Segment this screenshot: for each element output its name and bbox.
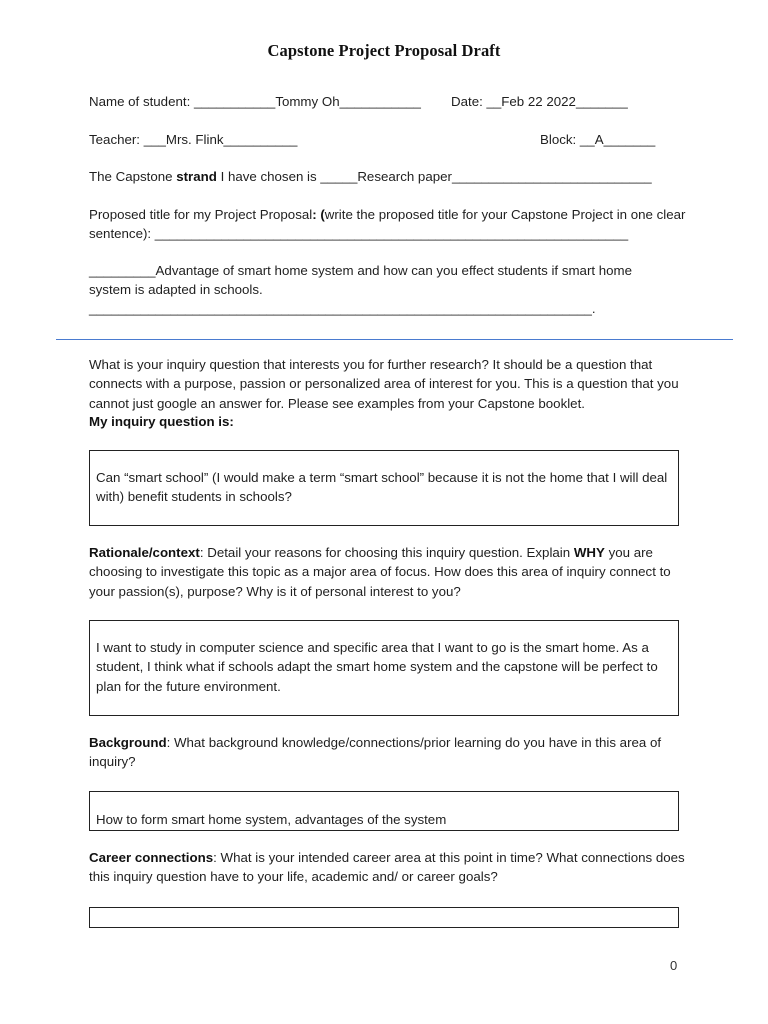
proposed-title-prompt-bold: : ( <box>312 207 325 222</box>
career-label: Career connections <box>89 850 214 865</box>
career-prompt <box>89 848 689 887</box>
proposed-title-answer-line-1[interactable]: _________Advantage of smart home system and how can you effect students if smart home <box>89 263 633 278</box>
inquiry-label-text: My inquiry question is: <box>89 414 234 429</box>
rationale-answer-box[interactable]: I want to study in computer science and specific area that I want to go is the smart home. As a student, I think what if schools adapt the smart home system and the capstone will be perfect to plan for the future environment. <box>89 620 679 716</box>
proposed-title-blank[interactable]: ________________________________________________________________ <box>154 226 629 242</box>
career-prompt-text: : What is your intended career area at this point in time? What connections does this inquiry question have to your life, academic and/ or career goals? <box>89 850 685 885</box>
strand-bold-word: strand <box>176 169 217 184</box>
background-answer-box[interactable]: How to form smart home system, advantages of the system <box>89 791 679 831</box>
date-label: Date: <box>451 94 487 109</box>
rationale-prompt-part1: : Detail your reasons for choosing this inquiry question. Explain <box>199 545 574 560</box>
page-title: Capstone Project Proposal Draft <box>267 41 501 60</box>
block-value[interactable]: __A_______ <box>579 132 656 147</box>
strand-value[interactable]: _____Research paper___________________________ <box>320 169 652 184</box>
inquiry-label <box>89 412 689 431</box>
section-divider <box>56 339 733 340</box>
inquiry-answer-box[interactable]: Can “smart school” (I would make a term “smart school” because it is not the home that I will deal with) benefit students in schools? <box>89 450 679 526</box>
proposed-title-answer-line-2[interactable]: system is adapted in schools. <box>89 282 263 297</box>
strand-prefix: The Capstone <box>89 169 177 184</box>
rationale-label: Rationale/context <box>89 545 200 560</box>
proposed-title-prompt-suffix: write the proposed title for your Capstone Project in one clear sentence): <box>89 207 686 242</box>
background-label: Background <box>89 735 167 750</box>
background-prompt-text: : What background knowledge/connections/prior learning do you have in this area of inquiry? <box>89 735 662 770</box>
teacher-label: Teacher: <box>89 132 144 147</box>
strand-line <box>89 167 689 186</box>
teacher-value[interactable]: ___Mrs. Flink__________ <box>143 132 298 147</box>
student-name-value[interactable]: ___________Tommy Oh___________ <box>193 94 421 109</box>
strand-suffix: I have chosen is <box>216 169 321 184</box>
background-prompt <box>89 733 689 772</box>
block-label: Block: <box>540 132 580 147</box>
career-answer-box[interactable] <box>89 907 679 928</box>
student-name-label: Name of student: <box>89 94 194 109</box>
block-line <box>540 130 690 149</box>
page-number: 0 <box>670 958 678 973</box>
proposed-title-answer-line-3[interactable]: ____________________________________________________________________. <box>89 301 596 316</box>
rationale-prompt <box>89 543 689 601</box>
date-line <box>451 92 701 111</box>
rationale-prompt-part2: you are choosing to investigate this topic as a major area of focus. How does this area of inquiry connect to your passion(s), purpose? Why is it of personal interest to you? <box>89 545 671 599</box>
date-value[interactable]: __Feb 22 2022_______ <box>486 94 628 109</box>
rationale-why: WHY <box>573 545 605 560</box>
proposed-title-prompt-prefix: Proposed title for my Project Proposal <box>89 207 313 222</box>
proposed-title-prompt <box>89 205 689 244</box>
inquiry-prompt: What is your inquiry question that interests you for further research? It should be a question that connects with a purpose, passion or personalized area of interest for you. This is a question that you cannot just google an answer for. Please see examples from your Capstone booklet. <box>89 357 679 411</box>
